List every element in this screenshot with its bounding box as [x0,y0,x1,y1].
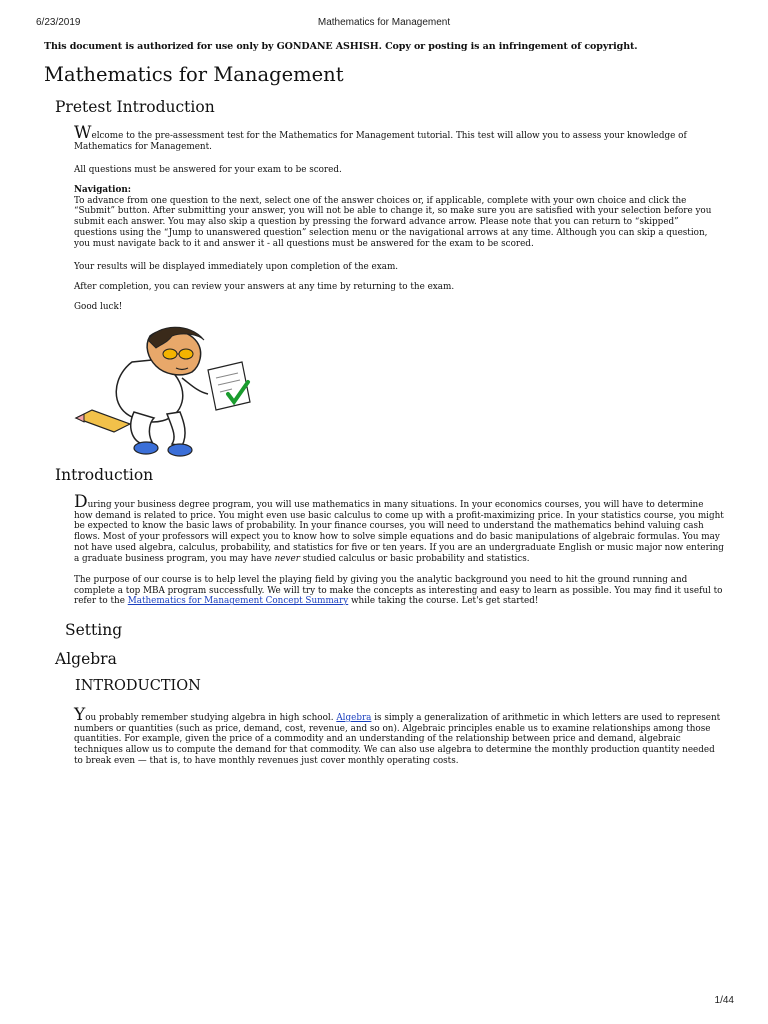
print-title: Mathematics for Management [317,17,451,28]
page-number: 1/44 [714,995,734,1006]
all-questions-text: All questions must be answered for your exam to be scored. [74,165,342,175]
algebra-heading: Algebra [55,650,117,668]
welcome-paragraph: Welcome to the pre-assessment test for the Mathematics for Management tutorial. This test will allow you to assess your knowledge of Mathematics for Management. [74,123,687,152]
good-luck-text: Good luck! [74,302,123,312]
algebra-paragraph: You probably remember studying algebra in high school. Algebra is simply a generalization of arithmetic in which letters are used to represent numbers or quantities (such as price, demand, cost, revenue, and so on). Algebraic principles enable us to examine relationships among those quantities. For example, given the price of a commodity and an understanding of the relationship between price and demand, algebraic techniques allow us to compute the demand for that commodity. We can also use algebra to determine the monthly production quantity needed to break even — that is, to have monthly revenues just cover monthly operating costs. [74,705,721,766]
drop-cap: D [74,492,88,512]
algebra-intro-subheading: INTRODUCTION [75,678,201,694]
student-cartoon-illustration [72,322,252,460]
navigation-label: Navigation: [74,185,131,195]
drop-cap: Y [74,705,86,725]
navigation-paragraph [74,185,724,249]
emphasis-never: never [274,553,300,564]
review-text: After completion, you can review your answers at any time by returning to the exam. [74,282,455,292]
algebra-link[interactable]: Algebra [336,713,372,723]
introduction-heading: Introduction [55,466,154,484]
pretest-heading: Pretest Introduction [55,98,215,116]
concept-summary-link[interactable]: Mathematics for Management Concept Summary [127,596,349,607]
drop-cap: W [74,123,92,143]
document-title: Mathematics for Management [44,63,344,86]
print-header [0,17,768,31]
navigation-text: To advance from one question to the next, select one of the answer choices or, if applicable, complete with your own choice and click the “Submit” button. After submitting your answer, you will not be able to change it, so make sure you are satisfied with your selection before you submit each answer. You may also skip a question by pressing the forward advance arrow. Please note that you can return to “skipped” questions using the “Jump to unanswered question” selection menu or the navigational arrows at any time. Although you can skip a question, you must navigate back to it and answer it - all questions must be answered for the exam to be scored. [74,195,712,249]
introduction-paragraph-2: The purpose of our course is to help level the playing field by giving you the analytic background you need to hit the ground running and complete a top MBA program successfully. We will try to make the concepts as interesting and easy to learn as possible. You may find it useful to refer to the Mathematics for Management Concept Summary while taking the course. Let's get started! [74,575,723,607]
authorization-notice: This document is authorized for use only by GONDANE ASHISH. Copy or posting is an infringement of copyright. [44,41,638,52]
introduction-paragraph-1: During your business degree program, you will use mathematics in many situations. In your economics courses, you will have to determine how demand is related to price. You might even use basic calculus to come up with a profit-maximizing price. In your statistics course, you might be expected to know the basic laws of probability. In your finance courses, you will need to understand the mathematics behind valuing cash flows. Most of your professors will expect you to know how to solve simple equations and do basic manipulations of algebraic formulas. You may not have used algebra, calculus, probability, and statistics for five or ten years. If you are an undergraduate English or music major now entering a graduate business program, you may have never studied calculus or basic probability and statistics. [74,492,724,564]
print-date: 6/23/2019 [36,17,81,28]
setting-heading: Setting [65,621,123,639]
results-text: Your results will be displayed immediately upon completion of the exam. [74,262,399,272]
